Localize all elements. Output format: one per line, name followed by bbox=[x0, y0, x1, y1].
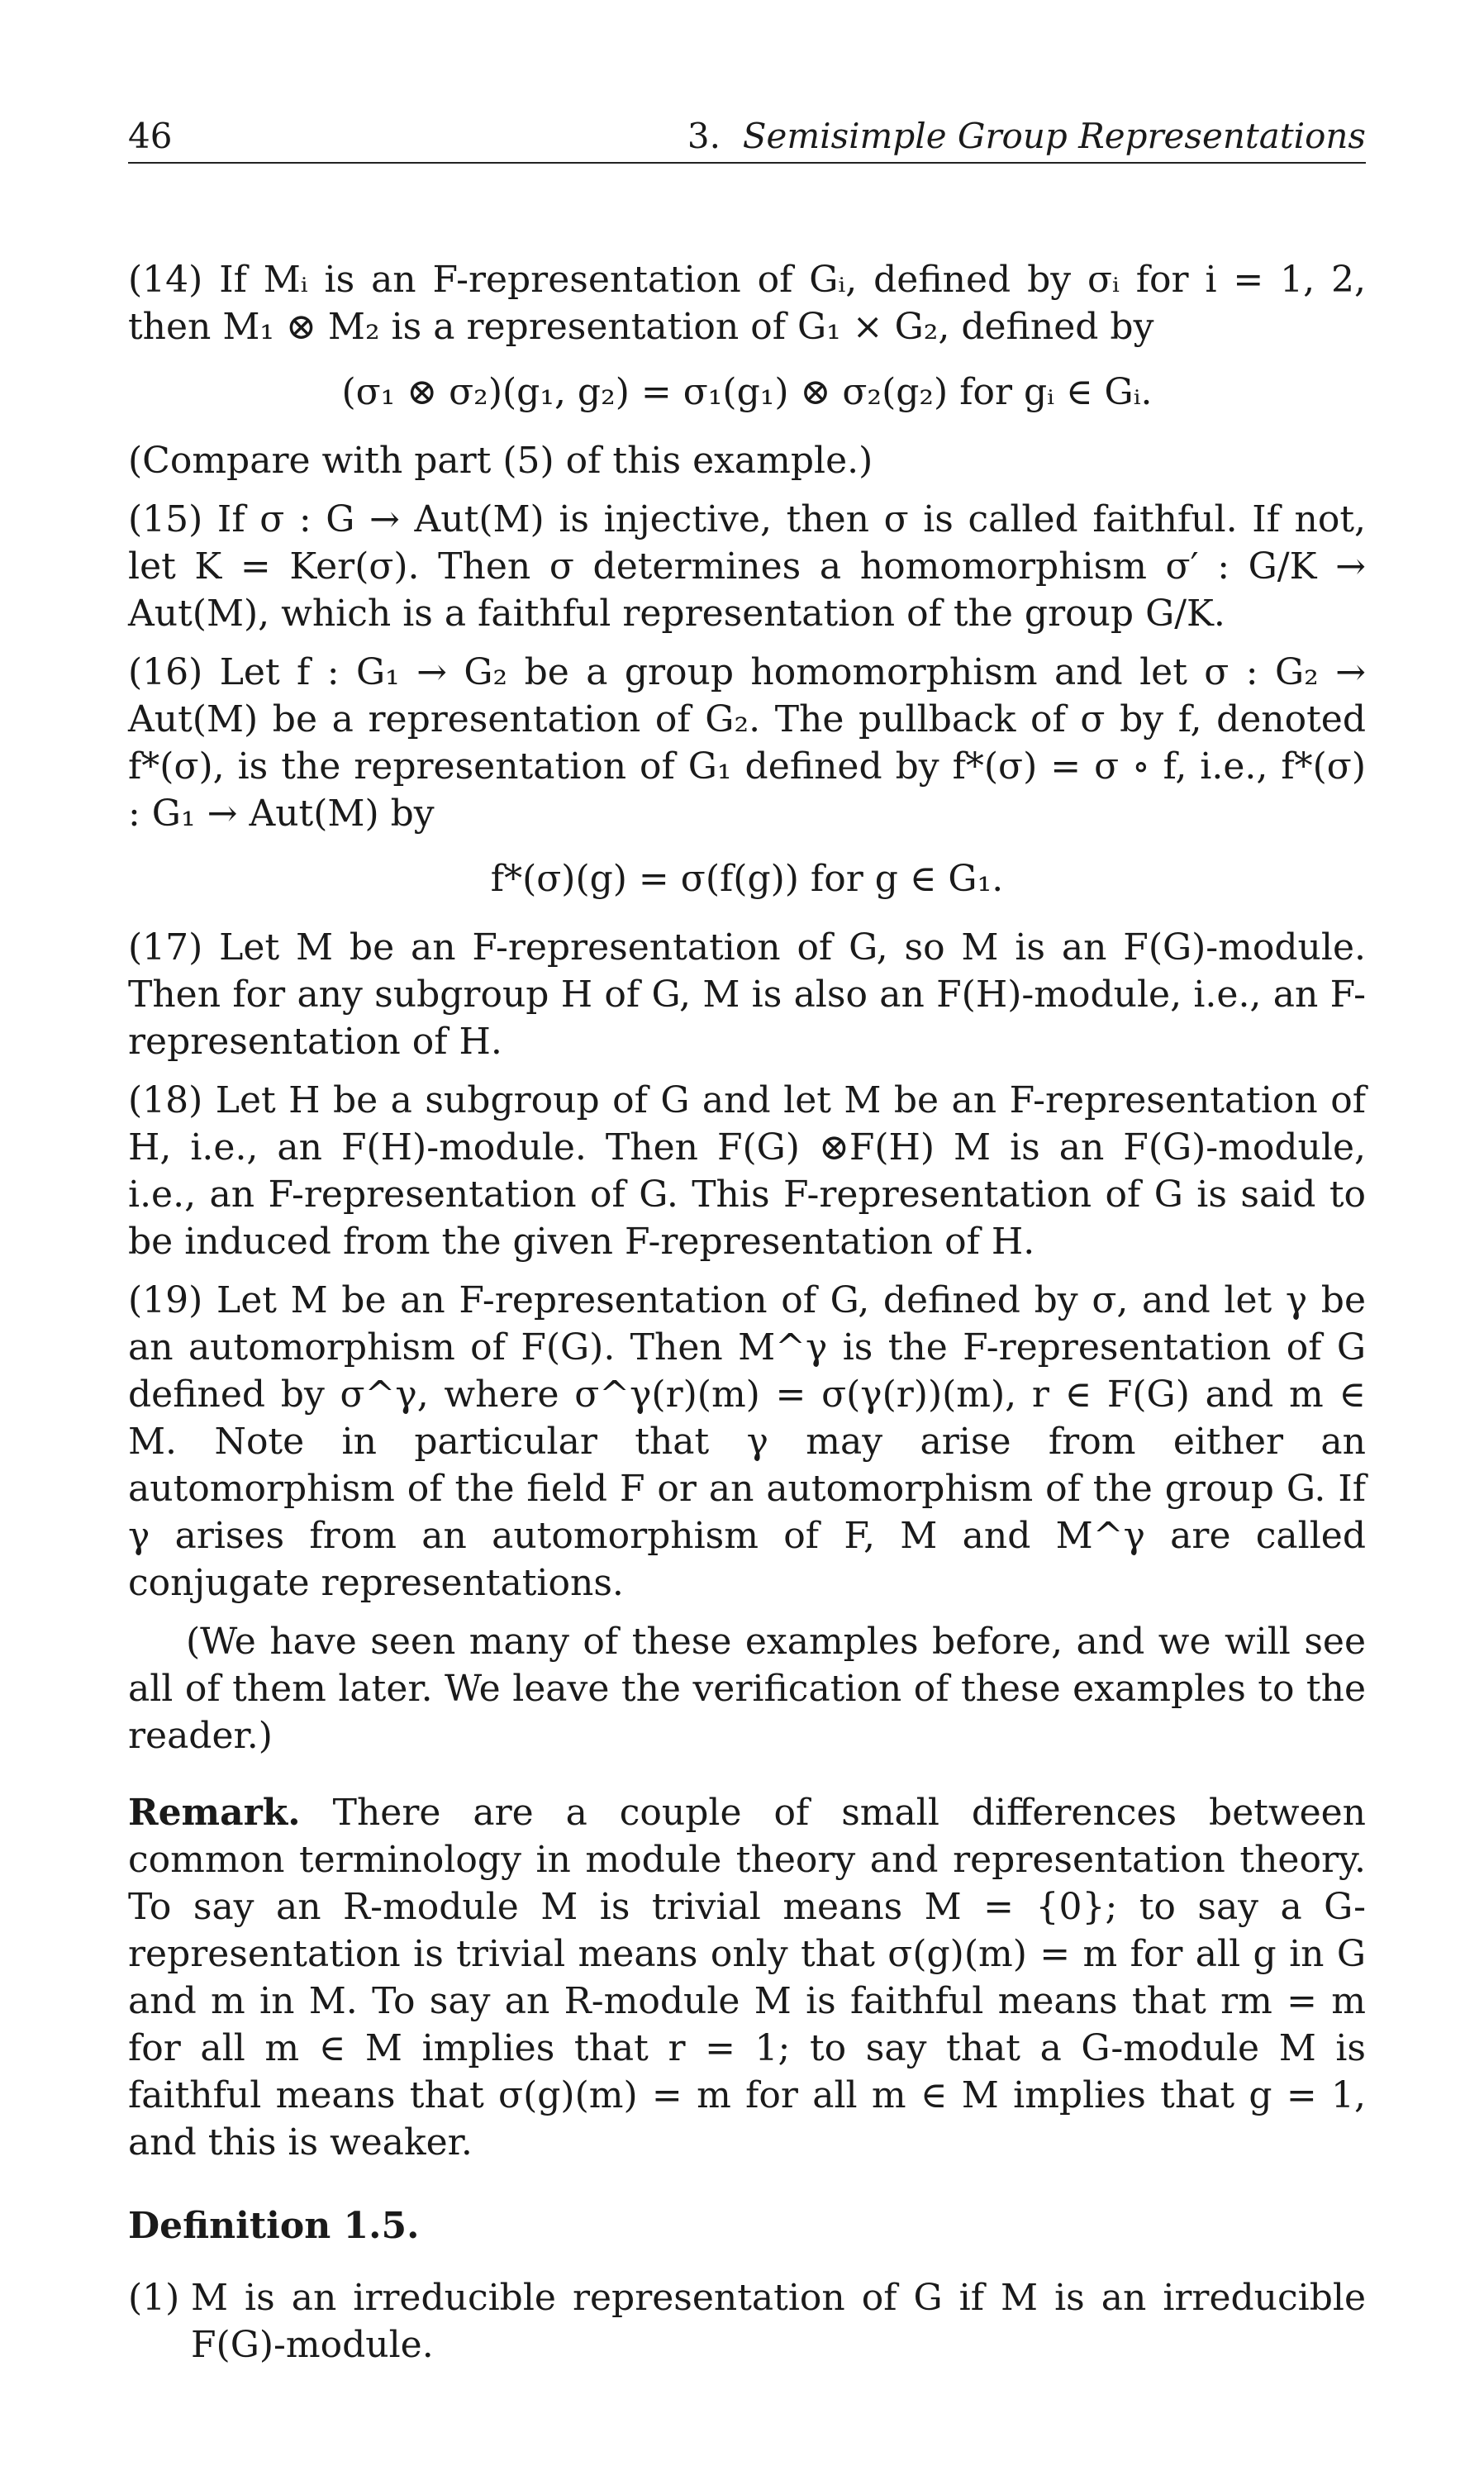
equation-14: (σ₁ ⊗ σ₂)(g₁, g₂) = σ₁(g₁) ⊗ σ₂(g₂) for gᵢ ∈ Gᵢ. bbox=[341, 371, 1153, 413]
example-14-note: (Compare with part (5) of this example.) bbox=[128, 440, 873, 482]
running-header bbox=[128, 112, 1366, 164]
example-17: (17) Let M be an F-representation of G, so M is an F(G)-module. Then for any subgroup H of G, M is also an F(H)-module, i.e., an F-representation of H. bbox=[128, 926, 1366, 1063]
example-18: (18) Let H be a subgroup of G and let M be an F-representation of H, i.e., an F(H)-module. Then F(G) ⊗F(H) M is an F(G)-module, i.e., an F-representation of G. This F-representation of G is said to be induced from the given F-representation of H. bbox=[128, 1079, 1366, 1263]
page-body bbox=[128, 256, 1366, 2368]
equation-16: f*(σ)(g) = σ(f(g)) for g ∈ G₁. bbox=[490, 858, 1004, 900]
remark-label: Remark. bbox=[128, 1792, 301, 1834]
definition-heading-text: Definition 1.5. bbox=[128, 2205, 420, 2247]
chapter-number: 3. bbox=[687, 116, 721, 156]
remark-text: There are a couple of small differences between common terminology in module theory and representation theory. To say an R-module M is trivial means M = {0}; to say a G-representation is trivial means only that σ(g)(m) = m for all g in G and m in M. To say an R-module M is faithful means that rm = m for all m ∈ M implies that r = 1; to say that a G-module M is faithful means that σ(g)(m) = m for all m ∈ M implies that g = 1, and this is weaker. bbox=[128, 1792, 1366, 2164]
closing-note: (We have seen many of these examples before, and we will see all of them later. We leave the verification of these examples to the reader.) bbox=[128, 1621, 1366, 1757]
definition-item-1 bbox=[128, 2274, 1366, 2368]
chapter-title: Semisimple Group Representations bbox=[742, 116, 1366, 156]
definition-item-number: (1) bbox=[128, 2277, 180, 2319]
definition-heading bbox=[128, 2202, 1366, 2249]
page-number: 46 bbox=[128, 116, 173, 156]
example-15: (15) If σ : G → Aut(M) is injective, then σ is called faithful. If not, let K = Ker(σ). Then σ determines a homomorphism σ′ : G/K → Aut(M), which is a faithful representation of the group G/K. bbox=[128, 498, 1366, 635]
remark-paragraph bbox=[128, 1789, 1366, 2166]
example-14: (14) If Mᵢ is an F-representation of Gᵢ, defined by σᵢ for i = 1, 2, then M₁ ⊗ M₂ is a representation of G₁ × G₂, defined by bbox=[128, 259, 1366, 348]
definition-item-text: M is an irreducible representation of G if M is an irreducible F(G)-module. bbox=[191, 2277, 1366, 2366]
example-16: (16) Let f : G₁ → G₂ be a group homomorphism and let σ : G₂ → Aut(M) be a representation of G₂. The pullback of σ by f, denoted f*(σ), is the representation of G₁ defined by f*(σ) = σ ∘ f, i.e., f*(σ) : G₁ → Aut(M) by bbox=[128, 651, 1366, 835]
running-title bbox=[687, 112, 1366, 159]
example-19: (19) Let M be an F-representation of G, defined by σ, and let γ be an automorphism of F(G). Then M^γ is the F-representation of G defined by σ^γ, where σ^γ(r)(m) = σ(γ(r))(m), r ∈ F(G) and m ∈ M. Note in particular that γ may arise from either an automorphism of the field F or an automorphism of the group G. If γ arises from an automorphism of F, M and M^γ are called conjugate representations. bbox=[128, 1279, 1366, 1604]
